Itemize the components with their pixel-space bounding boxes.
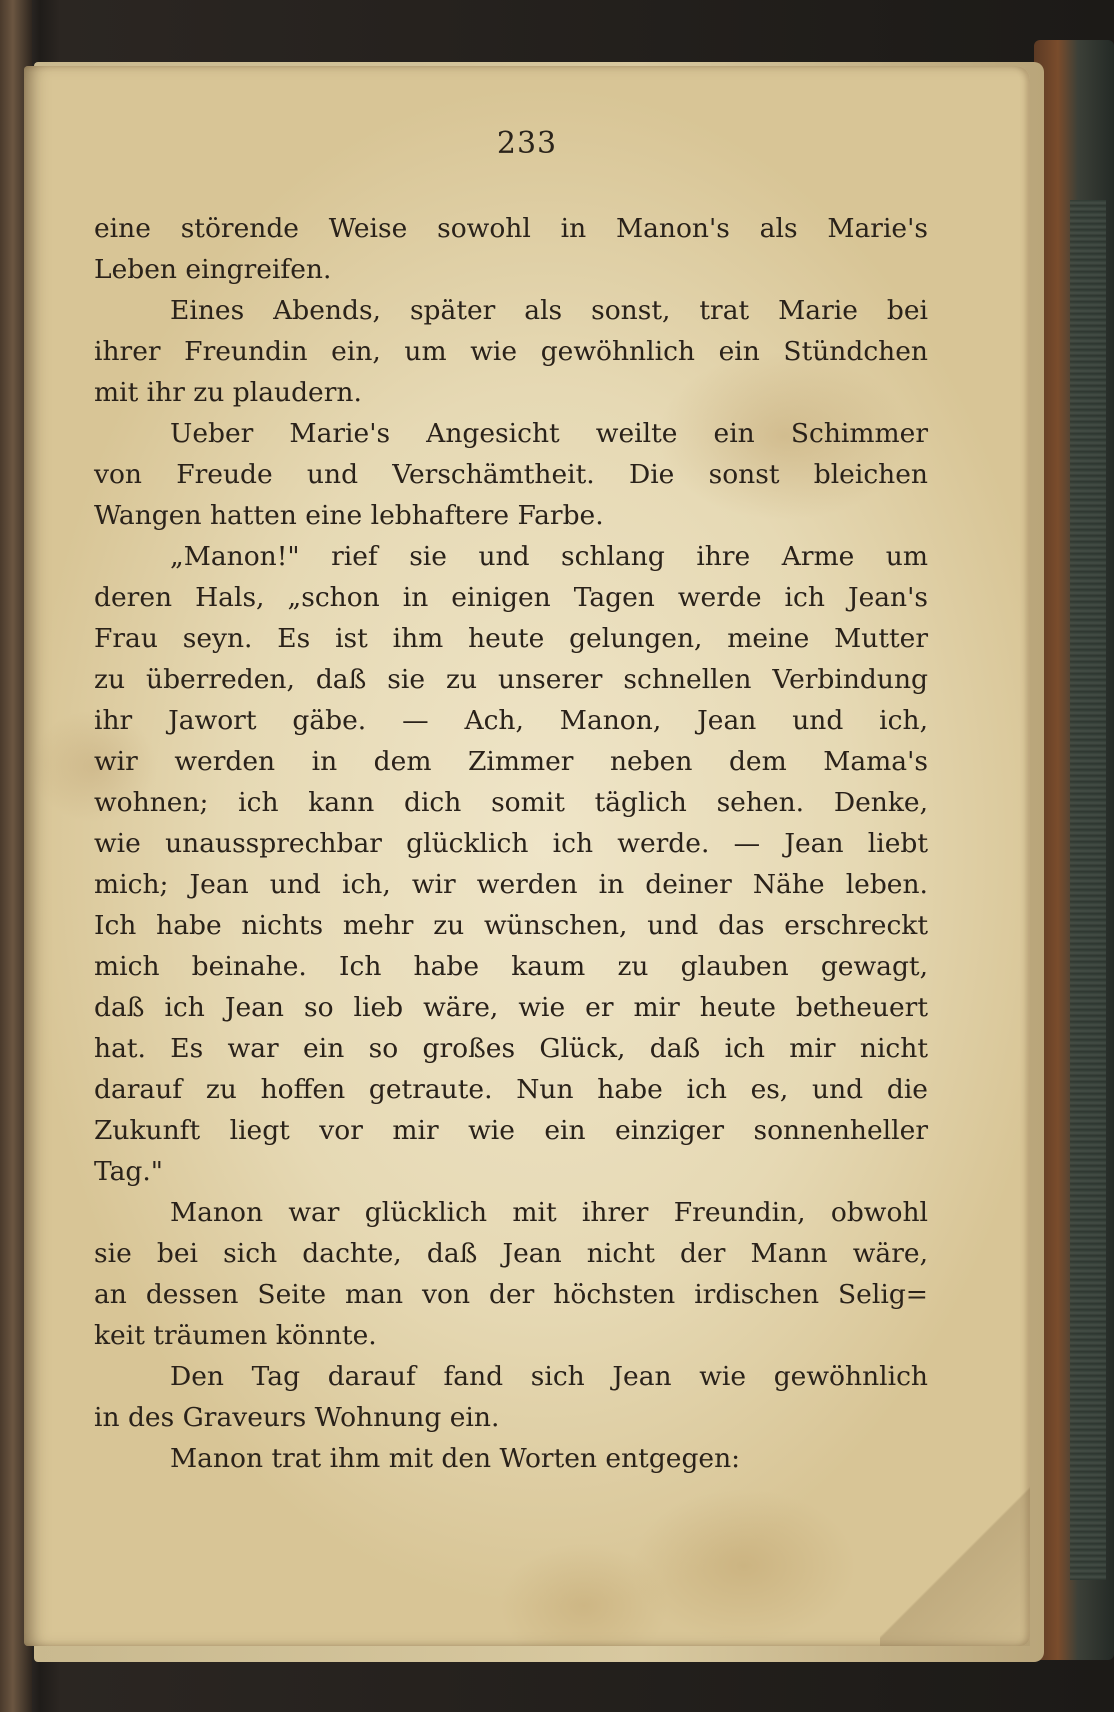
text-line: hat. Es war ein so großes Glück, daß ich mir nicht	[94, 1033, 928, 1064]
text-line: mich; Jean und ich, wir werden in deiner Nähe leben.	[94, 869, 928, 900]
text-line: Tag."	[94, 1156, 163, 1187]
text-line: Manon trat ihm mit den Worten entgegen:	[170, 1443, 741, 1474]
text-line: ihr Jawort gäbe. — Ach, Manon, Jean und ich,	[94, 705, 928, 736]
body-text	[94, 208, 928, 1479]
text-line: Eines Abends, später als sonst, trat Marie bei	[170, 295, 928, 326]
book-cover-edge	[1034, 40, 1114, 1660]
book-page	[24, 66, 1030, 1646]
text-line: Ueber Marie's Angesicht weilte ein Schimmer	[170, 418, 928, 449]
text-line: eine störende Weise sowohl in Manon's als Marie's	[94, 213, 928, 244]
text-line: mich beinahe. Ich habe kaum zu glauben gewagt,	[94, 951, 928, 982]
text-line: in des Graveurs Wohnung ein.	[94, 1402, 500, 1433]
text-line: Wangen hatten eine lebhaftere Farbe.	[94, 500, 604, 531]
text-line: zu überreden, daß sie zu unserer schnellen Verbindung	[94, 664, 928, 695]
text-line: deren Hals, „schon in einigen Tagen werde ich Jean's	[94, 582, 928, 613]
text-line: sie bei sich dachte, daß Jean nicht der Mann wäre,	[94, 1238, 928, 1269]
text-line: wie unaussprechbar glücklich ich werde. — Jean liebt	[94, 828, 928, 859]
text-line: Ich habe nichts mehr zu wünschen, und das erschreckt	[94, 910, 928, 941]
text-line: darauf zu hoffen getraute. Nun habe ich es, und die	[94, 1074, 928, 1105]
text-line: „Manon!" rief sie und schlang ihre Arme um	[170, 541, 928, 572]
text-line: Manon war glücklich mit ihrer Freundin, obwohl	[170, 1197, 928, 1228]
text-line: Den Tag darauf fand sich Jean wie gewöhnlich	[170, 1361, 928, 1392]
page-number: 233	[496, 126, 558, 161]
text-line: daß ich Jean so lieb wäre, wie er mir heute betheuert	[94, 992, 928, 1023]
text-line: keit träumen könnte.	[94, 1320, 377, 1351]
text-line: Zukunft liegt vor mir wie ein einziger sonnenheller	[94, 1115, 928, 1146]
text-line: an dessen Seite man von der höchsten irdischen Selig=	[94, 1279, 928, 1310]
text-line: ihrer Freundin ein, um wie gewöhnlich ein Stündchen	[94, 336, 928, 367]
text-line: wohnen; ich kann dich somit täglich sehen. Denke,	[94, 787, 928, 818]
page-corner	[880, 1476, 1030, 1646]
text-line: von Freude und Verschämtheit. Die sonst bleichen	[94, 459, 928, 490]
text-line: Leben eingreifen.	[94, 254, 332, 285]
text-line: wir werden in dem Zimmer neben dem Mama's	[94, 746, 928, 777]
text-line: mit ihr zu plaudern.	[94, 377, 362, 408]
text-line: Frau seyn. Es ist ihm heute gelungen, meine Mutter	[94, 623, 928, 654]
cover-pattern	[1070, 200, 1106, 1580]
